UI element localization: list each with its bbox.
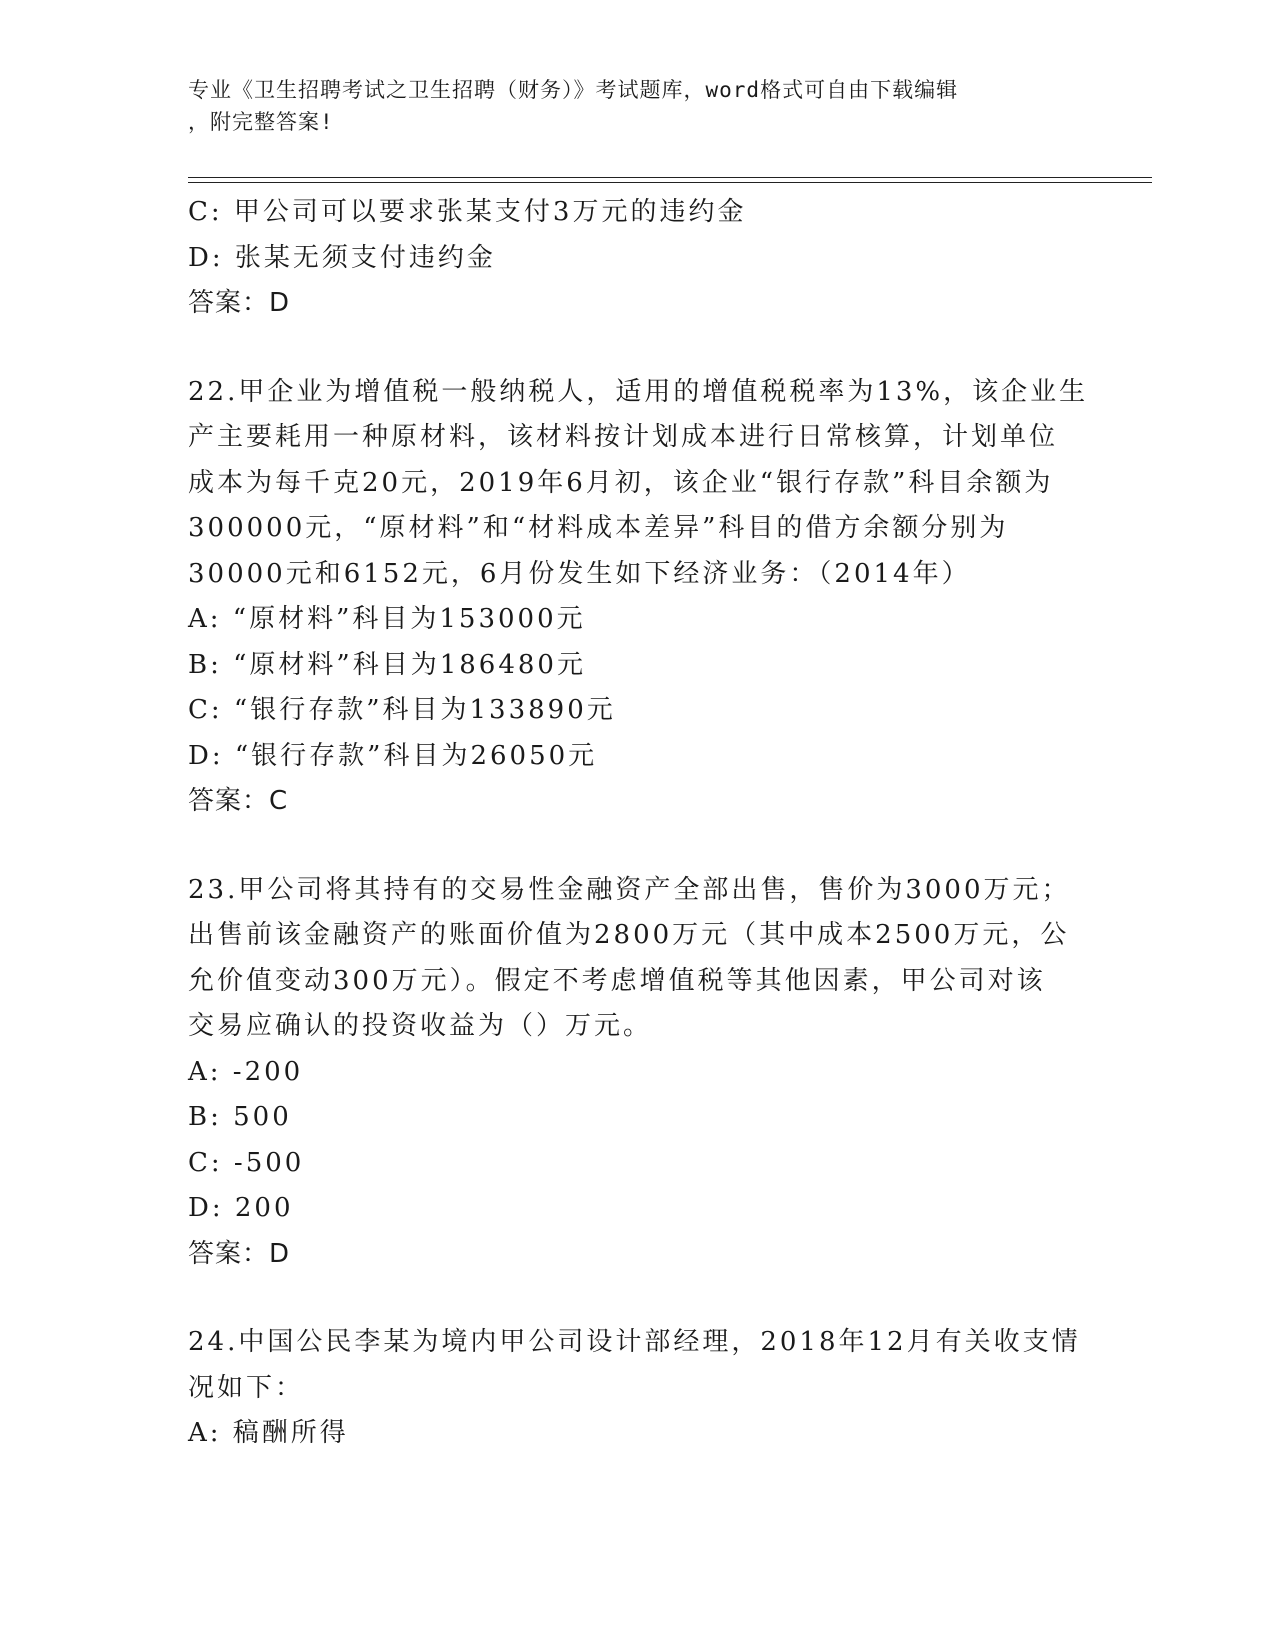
question-content [188,190,1088,1457]
question-line: 300000元，“原材料”和“材料成本差异”科目的借方余额分别为 [188,513,1009,543]
question-text [188,1320,1088,1411]
answer-label: 答案：C [188,786,289,816]
spacer [188,1277,1088,1320]
answer-label: 答案：D [188,288,291,318]
question-line: 成本为每千克20元，2019年6月初，该企业“银行存款”科目余额为 [188,467,1054,498]
question-line: 30000元和6152元，6月份发生如下经济业务：（2014年） [188,558,971,589]
header-divider-bottom [188,182,1152,183]
question-24 [188,1320,1088,1457]
question-23 [188,868,1088,1278]
option-d: D: “银行存款”科目为26050元 [188,740,598,771]
question-21-tail [188,190,1088,327]
question-line: 24.中国公民李某为境内甲公司设计部经理，2018年12月有关收支情 [188,1327,1081,1357]
header-divider-top [188,177,1152,178]
option-d: D: 张某无须支付违约金 [188,242,496,273]
document-header [188,74,1068,138]
header-line-1: 专业《卫生招聘考试之卫生招聘（财务）》考试题库，word格式可自由下载编辑 [188,78,959,102]
answer-label: 答案：D [188,1238,291,1269]
option-d: D: 200 [188,1193,294,1223]
option-b: B: 500 [188,1102,292,1132]
question-line: 交易应确认的投资收益为（）万元。 [188,1011,653,1041]
question-line: 22.甲企业为增值税一般纳税人，适用的增值税税率为13%，该企业生 [188,376,1089,407]
option-b: B: “原材料”科目为186480元 [188,649,586,680]
option-a: A: “原材料”科目为153000元 [188,604,586,634]
question-22 [188,370,1088,825]
option-c: C: “银行存款”科目为133890元 [188,695,616,725]
question-line: 允价值变动300万元）。假定不考虑增值税等其他因素，甲公司对该 [188,965,1046,996]
question-text [188,868,1088,1050]
spacer [188,327,1088,370]
option-c: C: -500 [188,1147,305,1178]
option-c: C: 甲公司可以要求张某支付3万元的违约金 [188,197,747,227]
question-line: 产主要耗用一种原材料，该材料按计划成本进行日常核算，计划单位 [188,422,1059,452]
header-line-2: ，附完整答案! [188,110,334,134]
question-line: 出售前该金融资产的账面价值为2800万元（其中成本2500万元，公 [188,920,1070,950]
question-line: 况如下： [188,1372,305,1403]
spacer [188,825,1088,868]
option-a: A: 稿酬所得 [188,1418,349,1448]
question-line: 23.甲公司将其持有的交易性金融资产全部出售，售价为3000万元； [188,874,1071,905]
option-a: A: -200 [188,1056,304,1087]
question-text [188,370,1088,598]
